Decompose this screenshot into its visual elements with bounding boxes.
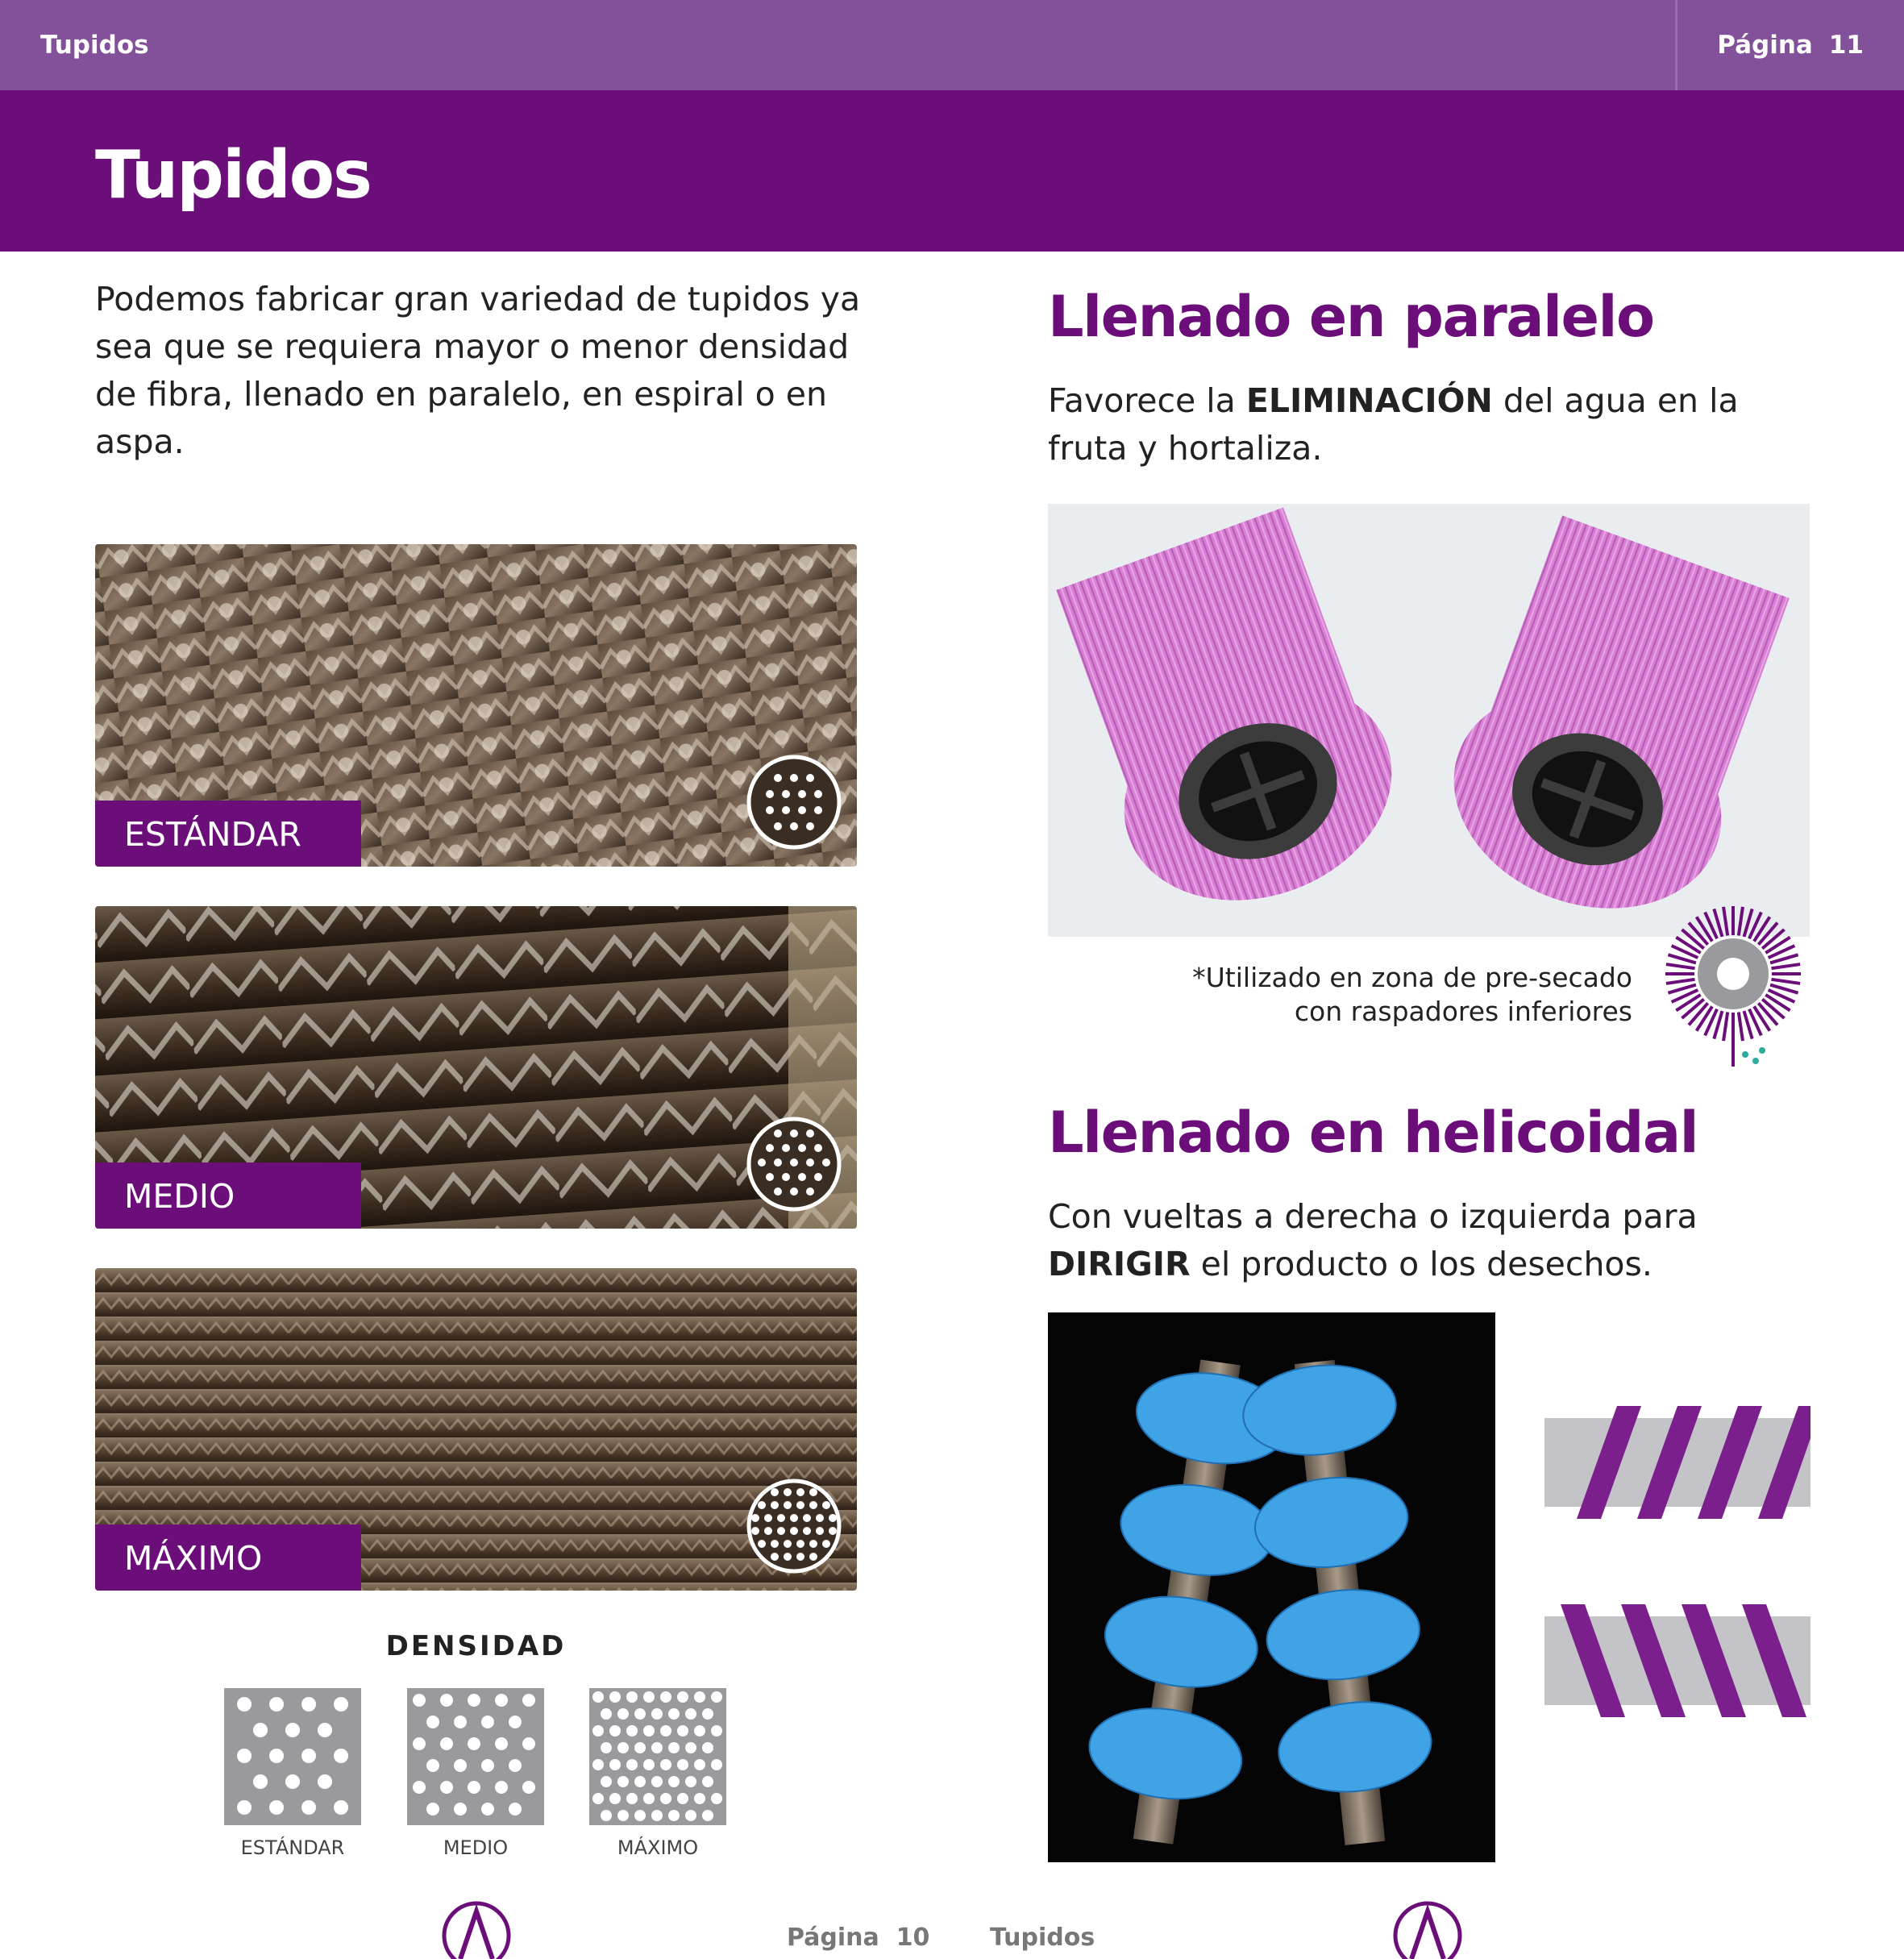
parallel-description — [1048, 377, 1822, 472]
footer-logo-right-icon — [1391, 1899, 1464, 1959]
density-level-medio: MEDIO — [443, 1836, 509, 1859]
parallel-text-end: del agua en la fruta y hortaliza. — [1048, 381, 1739, 468]
helical-brush-photo — [1048, 1312, 1495, 1862]
parallel-text-start: Favorece la — [1048, 381, 1246, 420]
parallel-note-line1: *Utilizado en zona de pre-secado — [1192, 962, 1632, 993]
helical-heading: Llenado en helicoidal — [1048, 1100, 1698, 1166]
parallel-usage-note — [1129, 961, 1632, 1029]
parallel-heading: Llenado en paralelo — [1048, 284, 1654, 350]
title-band — [0, 90, 1904, 252]
header-page-label: Página — [1717, 31, 1813, 60]
density-label-maximo: MÁXIMO — [95, 1524, 361, 1591]
helix-left-icon — [1544, 1588, 1810, 1733]
density-swatch-medio — [407, 1688, 544, 1825]
footer-page-number: 10 — [896, 1924, 930, 1952]
intro-paragraph: Podemos fabricar gran variedad de tupidos ya sea que se requiera mayor o menor densidad de fibra, llenado en paralelo, en espiral o en aspa. — [95, 280, 861, 461]
parallel-text-bold: ELIMINACIÓN — [1245, 381, 1493, 420]
helical-text-start: Con vueltas a derecha o izquierda para — [1048, 1197, 1698, 1236]
helix-right-icon — [1544, 1390, 1810, 1535]
footer-page-label: Página — [787, 1924, 879, 1952]
radial-brush-water-icon — [1661, 901, 1806, 1079]
brush-photo-estandar — [95, 544, 857, 867]
helical-description — [1048, 1193, 1822, 1288]
density-level-maximo: MÁXIMO — [617, 1836, 699, 1859]
density-badge-maximo-icon — [746, 1478, 842, 1574]
density-badge-medio-icon — [746, 1116, 842, 1212]
top-bar — [0, 0, 1904, 90]
header-page-number: 11 — [1828, 31, 1864, 60]
footer-section-title: Tupidos — [990, 1924, 1095, 1952]
brush-photo-maximo — [95, 1268, 857, 1591]
parallel-brush-photo — [1048, 504, 1810, 937]
density-label-estandar: ESTÁNDAR — [95, 801, 361, 867]
helical-text-bold: DIRIGIR — [1048, 1245, 1191, 1283]
blue-helical-brushes-illustration — [1048, 1312, 1495, 1862]
density-swatch-estandar — [224, 1688, 361, 1825]
parallel-note-line2: con raspadores inferiores — [1294, 996, 1632, 1027]
density-title: DENSIDAD — [385, 1630, 567, 1662]
footer-logo-left-icon — [440, 1899, 513, 1959]
density-swatch-maximo — [589, 1688, 726, 1825]
pink-brushes-illustration — [1048, 504, 1810, 937]
footer-page-indicator — [787, 1924, 929, 1952]
header-page-indicator — [1717, 31, 1864, 60]
brush-photo-medio — [95, 906, 857, 1229]
helical-text-end: el producto o los desechos. — [1190, 1245, 1652, 1283]
header-section-title: Tupidos — [40, 31, 149, 60]
density-badge-estandar-icon — [746, 754, 842, 851]
page-title: Tupidos — [95, 137, 371, 214]
header-divider — [1675, 0, 1677, 90]
density-level-estandar: ESTÁNDAR — [240, 1836, 345, 1859]
density-label-medio: MEDIO — [95, 1163, 361, 1229]
